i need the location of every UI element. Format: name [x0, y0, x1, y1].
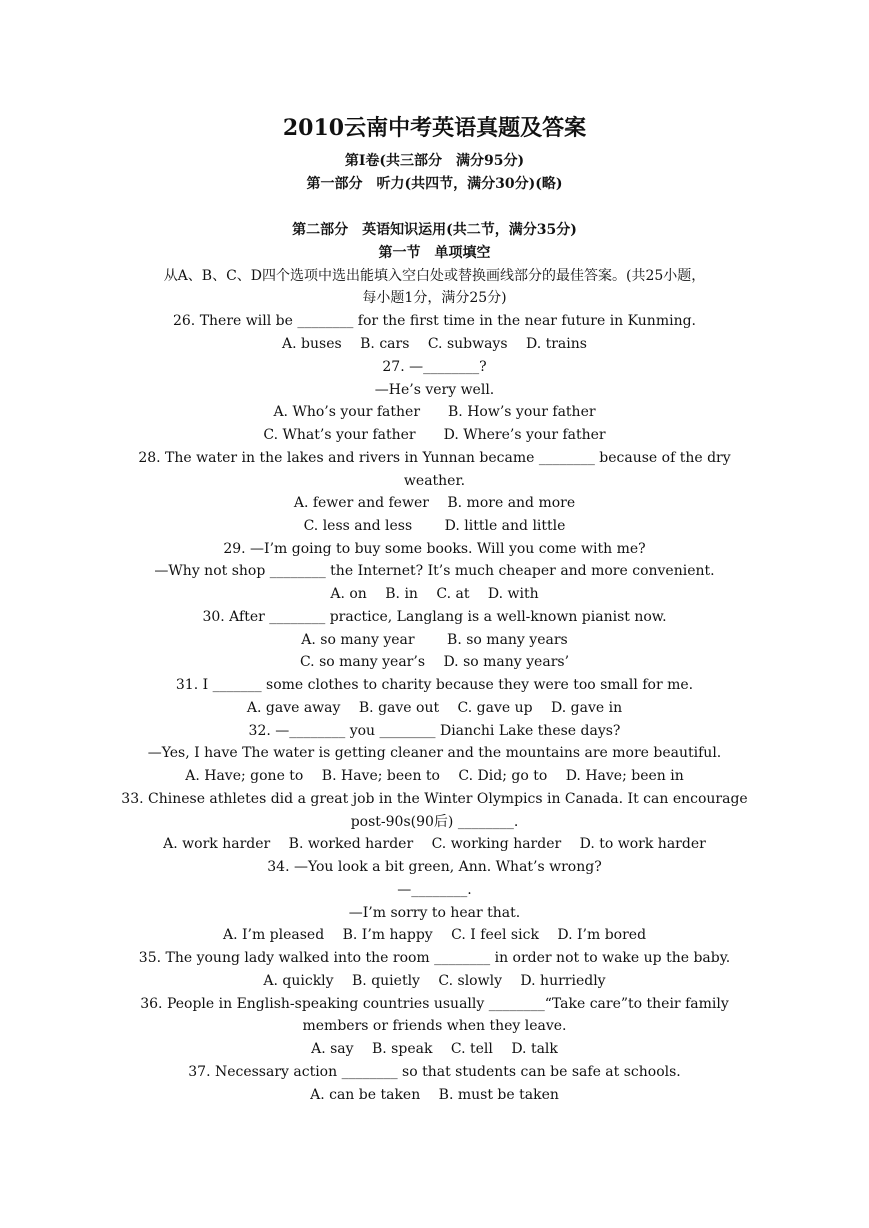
- question-line: —He’s very well.: [374, 382, 495, 398]
- question-line: 28. The water in the lakes and rivers in Yunnan became ________ because of the dry: [138, 450, 731, 466]
- question-line: A. Have; gone to B. Have; been to C. Did; go to D. Have; been in: [185, 768, 684, 784]
- question-line: A. I’m pleased B. I’m happy C. I feel sick D. I’m bored: [222, 927, 647, 943]
- question-line: —Yes, I have The water is getting cleaner and the mountains are more beautiful.: [147, 745, 722, 761]
- question-line: 32. —________ you ________ Dianchi Lake these days?: [248, 723, 621, 739]
- question-line: A. on B. in C. at D. with: [330, 586, 539, 602]
- question-line: 36. People in English-speaking countries usually ________“Take care”to their family: [140, 996, 729, 1012]
- question-line: —I’m sorry to hear that.: [348, 905, 521, 921]
- question-line: A. Who’s your father B. How’s your father: [273, 404, 596, 420]
- question-line: —________.: [397, 882, 472, 898]
- question-line: —Why not shop ________ the Internet? It’s much cheaper and more convenient.: [154, 563, 715, 579]
- question-line: A. can be taken B. must be taken: [310, 1087, 559, 1103]
- question-line: 26. There will be ________ for the first time in the near future in Kunming.: [172, 313, 697, 329]
- instruction-text: 每小题1分，满分25分): [362, 290, 507, 306]
- instruction-text: 从A、B、C、D四个选项中选出能填入空白处或替换画线部分的最佳答案。(共25小题，: [163, 268, 706, 284]
- question-line: 37. Necessary action ________ so that students can be safe at schools.: [188, 1064, 681, 1080]
- question-line: C. What’s your father D. Where’s your father: [263, 427, 606, 443]
- question-line: 29. —I’m going to buy some books. Will you come with me?: [223, 541, 646, 557]
- question-line: C. so many year’s D. so many years’: [299, 654, 570, 670]
- question-line: A. say B. speak C. tell D. talk: [311, 1041, 558, 1057]
- question-line: 34. —You look a bit green, Ann. What’s wrong?: [267, 859, 602, 875]
- question-line: weather.: [403, 473, 466, 489]
- section-header: 第一节 单项填空: [378, 245, 491, 261]
- question-line: C. less and less D. little and little: [303, 518, 566, 534]
- question-line: A. so many year B. so many years: [301, 632, 568, 648]
- question-line: 30. After ________ practice, Langlang is a well-known pianist now.: [202, 609, 667, 625]
- question-line: post-90s(90后) ________.: [350, 814, 519, 830]
- question-line: A. work harder B. worked harder C. working harder D. to work harder: [163, 836, 706, 852]
- section-header: 第二部分 英语知识运用(共二节，满分35分): [292, 222, 577, 238]
- question-line: A. quickly B. quietly C. slowly D. hurriedly: [263, 973, 606, 989]
- question-line: A. buses B. cars C. subways D. trains: [282, 336, 587, 352]
- question-line: 31. I _______ some clothes to charity because they were too small for me.: [175, 677, 694, 693]
- question-line: members or friends when they leave.: [302, 1018, 567, 1034]
- question-line: 35. The young lady walked into the room ________ in order not to wake up the baby.: [138, 950, 731, 966]
- section-header: 第一部分 听力(共四节，满分30分)(略): [306, 176, 563, 192]
- question-line: A. fewer and fewer B. more and more: [293, 495, 576, 511]
- question-line: 27. —________?: [382, 359, 487, 375]
- section-header: 第Ⅰ卷(共三部分 满分95分): [344, 153, 525, 169]
- question-line: A. gave away B. gave out C. gave up D. gave in: [246, 700, 623, 716]
- page-title: 2010云南中考英语真题及答案: [282, 115, 587, 141]
- question-line: 33. Chinese athletes did a great job in the Winter Olympics in Canada. It can encourage: [121, 791, 748, 807]
